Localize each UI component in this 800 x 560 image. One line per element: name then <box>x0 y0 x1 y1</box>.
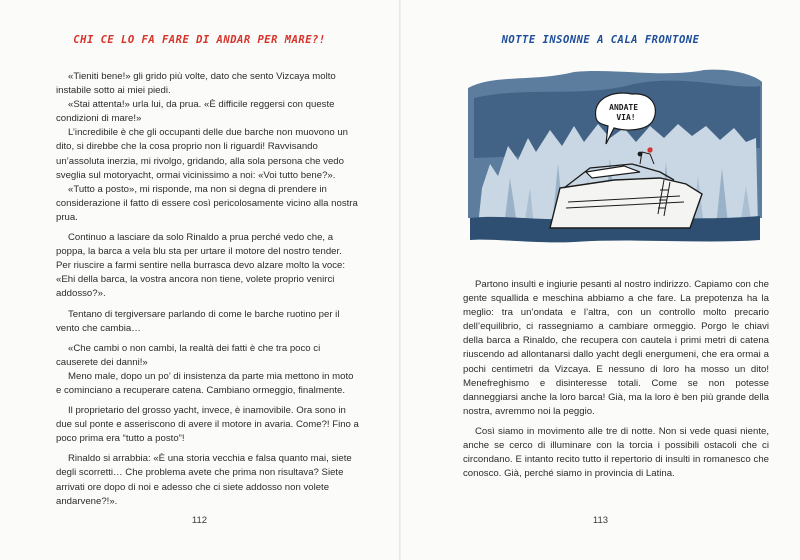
paragraph: Meno male, dopo un po’ di insistenza da parte mia mettono in moto e cominciano a recuperare catena. Cambiano ormeggio, finalmente. <box>56 370 354 396</box>
paragraph: «Tieniti bene!» gli grido più volte, dato che sento Vizcaya molto instabile sotto ai miei piedi. <box>56 71 336 97</box>
paragraph: Così siamo in movimento alle tre di notte. Non si vede quasi niente, anche se cerco di illuminare con la torcia i possibili ostacoli che ci circondano. E intanto recito tutto il repertorio di insulti in romanesco che conosco. Già, perché siamo in provincia di Latina. <box>463 425 769 480</box>
page-number-right: 113 <box>592 515 609 526</box>
left-page <box>0 0 399 560</box>
paragraph: Tentano di tergiversare parlando di come le barche ruotino per il vento che cambia… <box>56 308 340 334</box>
paragraph: «Che cambi o non cambi, la realtà dei fatti è che tra poco ci causerete dei danni!» <box>56 342 321 368</box>
right-body-text <box>463 278 769 481</box>
right-running-head: NOTTE INSONNE A CALA FRONTONE <box>501 34 700 46</box>
yacht-illustration <box>464 68 766 254</box>
page-number-left: 112 <box>191 515 208 526</box>
left-body-text <box>56 70 359 509</box>
paragraph: Continuo a lasciare da solo Rinaldo a prua perché vedo che, a poppa, la barca a vela blu sta per urtare il motore del nostro tender. Per riuscire a farmi sentire nella burrasca devo alzare molto la voce: «Ehi della barca, la vostra ancora non tiene, volete proprio venirci addosso?». <box>56 232 346 300</box>
paragraph: Rinaldo si arrabbia: «È una storia vecchia e falsa quanto mai, siete degli scorretti… Che problema avete che prima non risultava? Siete arrivati ore dopo di noi e adesso che ci siete addosso non volete andarvene?!». <box>56 453 352 507</box>
speech-line-2: VIA! <box>616 113 636 122</box>
paragraph: Il proprietario del grosso yacht, invece, è inamovibile. Ora sono in due sul ponte e asseriscono di avere il motore in avaria. Come?! Fino a poco prima era “tutto a posto”! <box>56 405 359 445</box>
paragraph: «Stai attenta!» urla lui, da prua. «È difficile reggersi con queste condizioni di mare!» <box>56 99 335 125</box>
right-page <box>401 0 800 560</box>
paragraph: Partono insulti e ingiurie pesanti al nostro indirizzo. Capiamo con che gente squallida e meschina abbiamo a che fare. La prepotenza ha la meglio: tra un’ondata e l’altra, con un controllo molto precario dell’equilibrio, ci rassegniamo a cambiare ormeggio. Porgo le chiavi della barca a Rinaldo, che recupera con cautela i primi metri di catena riuscendo ad allontanarsi dallo yacht degli energumeni, che era ormai a pochi centimetri da Vizcaya. E nessuno di loro ha mosso un dito! Menefreghismo e disinteresse totali. Come se non potesse danneggiarsi anche la loro barca! Già, ma la loro è ben più grande della nostra, avremmo noi la peggio. <box>463 279 769 417</box>
person-head <box>647 147 652 152</box>
paragraph: L’incredibile è che gli occupanti delle due barche non muovono un dito, si direbbe che la cosa proprio non li riguardi! Ravvisando un’assoluta inerzia, mi rivolgo, gridando, alla sola persona che vedo sveglia sul motoryacht, ormai vicinissimo a noi: «Voi tutto bene?». <box>56 127 349 181</box>
paragraph: «Tutto a posto», mi risponde, ma non si degna di prendere in considerazione il fatto di essere così pericolosamente vicino alla nostra prua. <box>56 183 358 223</box>
speech-line-1: ANDATE <box>609 103 639 112</box>
left-running-head: CHI CE LO FA FARE DI ANDAR PER MARE?! <box>73 34 326 46</box>
yacht-hull <box>550 178 702 228</box>
person-head <box>638 152 643 157</box>
